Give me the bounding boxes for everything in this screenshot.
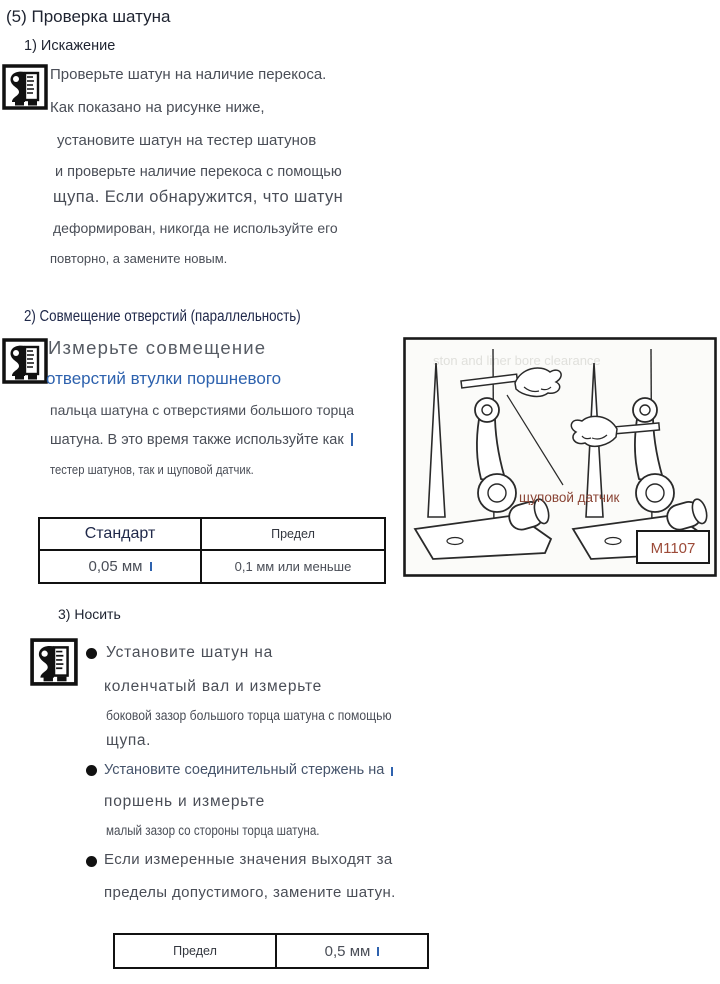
page-title: (5) Проверка шатуна [6,7,171,26]
bullet3-line: Если измеренные значения выходят за [104,851,393,868]
section3-heading: 3) Носить [58,606,121,622]
bullet1-line: коленчатый вал и измерьте [104,678,323,695]
section2-line: Измерьте совмещение [48,337,267,358]
section1-line: установите шатун на тестер шатунов [57,132,317,149]
cursor-artifact [351,433,353,446]
section1-line: Как показано на рисунке ниже, [50,99,265,116]
bullet-marker [86,648,97,659]
section2-line: отверстий втулки поршневого [46,369,282,388]
bullet1-line: Установите шатун на [106,644,274,661]
figure-rod-testers [403,337,717,577]
table-header-limit: Предел [173,944,217,958]
section1-line: Проверьте шатун на наличие перекоса. [50,66,327,83]
section1-line: щупа. Если обнаружится, что шатун [53,188,344,206]
bullet-marker [86,856,97,867]
table-value-limit: 0,1 мм или меньше [200,549,384,582]
spec-table-parallelism [38,517,386,584]
section2-line: пальца шатуна с отверстиями большого торца [50,402,355,418]
figure-code: M1107 [650,540,696,557]
ghost-scan-text: ston and liner bore clearance [433,353,601,368]
section2-line: тестер шатунов, так и щуповой датчик. [50,463,254,477]
cursor-artifact [150,562,152,571]
bullet2-line: поршень и измерьте [104,793,266,810]
bullet1-line: щупа. [106,732,151,749]
bullet3-line: пределы допустимого, замените шатун. [104,884,396,901]
cursor-artifact [377,947,379,956]
table-header-limit: Предел [200,519,384,549]
figure-label: щуповой датчик [519,490,620,505]
bullet2-line: малый зазор со стороны торца шатуна. [106,823,320,838]
table-header-standard: Стандарт [84,525,156,542]
table-value-limit: 0,5 мм [275,935,427,967]
note-tool-icon [2,64,48,115]
spec-table-wear [113,933,429,969]
section1-heading: 1) Искажение [24,38,116,54]
section1-line: деформирован, никогда не используйте его [53,220,338,236]
bullet-marker [86,765,97,776]
bullet2-line: Установите соединительный стержень на [104,761,393,779]
note-tool-icon [2,338,48,389]
table-value-standard: 0,05 мм [40,549,200,582]
section2-line: шатуна. В это время также используйте как [50,431,353,449]
section1-line: повторно, а замените новым. [50,251,228,266]
cursor-artifact [391,767,393,776]
section2-heading: 2) Совмещение отверстий (параллельность) [24,308,301,325]
bullet1-line: боковой зазор большого торца шатуна с помощью [106,708,392,723]
note-tool-icon [30,638,78,691]
section1-line: и проверьте наличие перекоса с помощью [55,164,342,180]
